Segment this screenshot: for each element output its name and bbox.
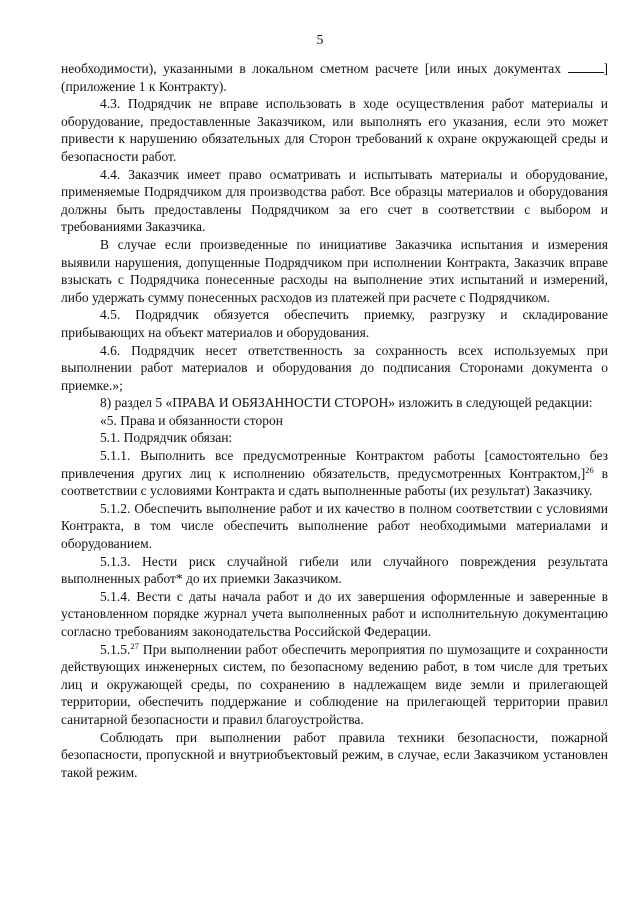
clause-5-1: 5.1. Подрядчик обязан: [100, 430, 233, 446]
document-body [61, 60, 608, 781]
paragraph-text: 5.1.1. Выполнить все предусмотренные Контрактом работы [самостоятельно без привлечения других лиц к исполнению обязательств, предусмотренных Контрактом,] [61, 448, 608, 481]
clause-4-3: 4.3. Подрядчик не вправе использовать в ходе осуществления работ материалы и оборудование, предоставленные Заказчиком, или выполнять его указания, если это может привести к нарушению обязательных для Сторон требований к охране окружающей среды и безопасности работ. [61, 96, 608, 164]
paragraph-text: 5.1.5. [100, 641, 131, 657]
page-number: 5 [316, 32, 324, 47]
blank-field-line [568, 60, 604, 73]
clause-5-1-3: 5.1.3. Нести риск случайной гибели или случайного повреждения результата выполненных работ* до их приемки Заказчиком. [61, 553, 608, 587]
paragraph-text: При выполнении работ обеспечить мероприятия по шумозащите и сохранности действующих инженерных систем, по безопасному ведению работ, в том числе для третьих лиц и окружающей среды, по сохранению в надлежащем виде земли и прилегающей территории, обеспечить поддержание и соблюдение на прилегающей территории правил санитарной безопасности и правил благоустройства. [61, 641, 608, 727]
footnote-ref-26: 26 [585, 464, 594, 475]
clause-5-1-4: 5.1.4. Вести с даты начала работ и до их завершения оформленные и заверенные в установленном порядке журнал учета выполненных работ и исполнительную документацию согласно требованиям законодательства Российской Федерации. [61, 588, 608, 639]
clause-5-1-2: 5.1.2. Обеспечить выполнение работ и их качество в полном соответствии с условиями Контракта, в том числе обеспечить выполнение работ необходимыми материалами и оборудованием. [61, 500, 608, 552]
section-5-heading: «5. Права и обязанности сторон [100, 412, 283, 428]
clause-4-4: 4.4. Заказчик имеет право осматривать и испытывать материалы и оборудование, применяемые Подрядчиком для производства работ. Все образцы материалов и оборудования должны быть предоставлены Подрядчиком за его счет в соответствии с выбором и требованиями Заказчика. [61, 166, 608, 235]
clause-4-6: 4.6. Подрядчик несет ответственность за сохранность всех используемых при выполнении работ материалов и оборудования до подписания Сторонами документа о приемке.»; [61, 342, 608, 393]
amendment-item-8: 8) раздел 5 «ПРАВА И ОБЯЗАННОСТИ СТОРОН» изложить в следующей редакции: [100, 395, 593, 411]
clause-4-5: 4.5. Подрядчик обязуется обеспечить приемку, разгрузку и складирование прибывающих на объект материалов и оборудования. [61, 307, 608, 340]
clause-4-4-testing: В случае если произведенные по инициативе Заказчика испытания и измерения выявили нарушения, допущенные Подрядчиком при исполнении Контракта, Заказчик вправе взыскать с Подрядчика понесенные расходы на выполнение этих испытаний и измерений, либо удержать сумму понесенных расходов из платежей при расчете с Подрядчиком. [61, 236, 608, 305]
paragraph-text: ] (приложение 1 к Контракту). [61, 61, 608, 94]
footnote-ref-27: 27 [130, 640, 139, 651]
paragraph-continuation [61, 60, 608, 95]
clause-5-1-5-safety: Соблюдать при выполнении работ правила техники безопасности, пожарной безопасности, пропускной и внутриобъектовый режим, в случае, если Заказчиком установлен такой режим. [61, 729, 608, 780]
clause-5-1-1 [61, 447, 608, 500]
clause-5-1-5 [61, 641, 608, 729]
paragraph-text: в соответствии с условиями Контракта и сдать выполненные работы (их результат) Заказчику. [61, 465, 608, 499]
paragraph-text: необходимости), указанными в локальном сметном расчете [или иных документах [61, 61, 561, 76]
